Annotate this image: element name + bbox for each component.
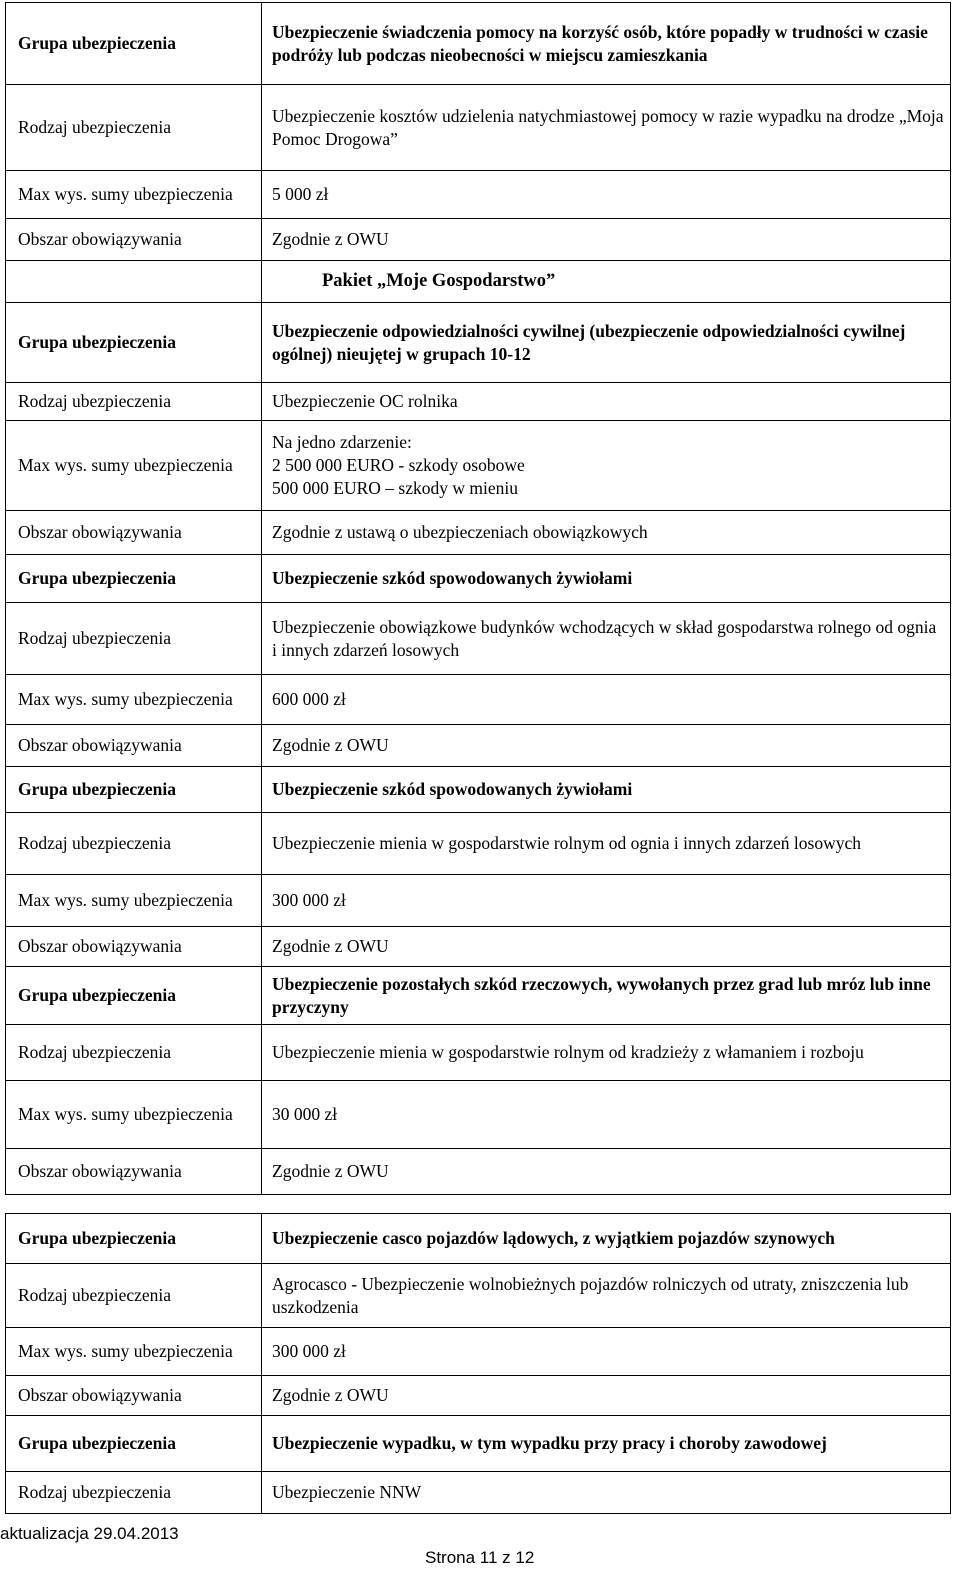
max-line: Na jedno zdarzenie: (272, 432, 412, 452)
value-max: 300 000 zł (262, 1328, 951, 1376)
value-rodzaj: Ubezpieczenie OC rolnika (262, 383, 951, 421)
label-obszar: Obszar obowiązywania (6, 219, 262, 261)
value-max: 300 000 zł (262, 875, 951, 927)
table-row (6, 1472, 951, 1514)
table-row (6, 383, 951, 421)
label-rodzaj: Rodzaj ubezpieczenia (6, 1025, 262, 1081)
value-grupa: Ubezpieczenie pozostałych szkód rzeczowych, wywołanych przez grad lub mróz lub inne przyczyny (262, 967, 951, 1025)
table-row (6, 3, 951, 85)
table-row (6, 927, 951, 967)
value-rodzaj: Ubezpieczenie mienia w gospodarstwie rolnym od kradzieży z włamaniem i rozboju (262, 1025, 951, 1081)
table-row (6, 875, 951, 927)
value-max: 30 000 zł (262, 1081, 951, 1149)
value-rodzaj: Ubezpieczenie kosztów udzielenia natychmiastowej pomocy w razie wypadku na drodze „Moja Pomoc Drogowa” (262, 85, 951, 171)
table-row (6, 725, 951, 767)
value-max (262, 421, 951, 511)
value-obszar: Zgodnie z OWU (262, 1376, 951, 1416)
table-row (6, 85, 951, 171)
table-row (6, 303, 951, 383)
value-max: 5 000 zł (262, 171, 951, 219)
label-obszar: Obszar obowiązywania (6, 1149, 262, 1195)
value-obszar: Zgodnie z OWU (262, 219, 951, 261)
label-max: Max wys. sumy ubezpieczenia (6, 1328, 262, 1376)
value-grupa: Ubezpieczenie świadczenia pomocy na korzyść osób, które popadły w trudności w czasie podróży lub podczas nieobecności w miejscu zamieszkania (262, 3, 951, 85)
label-obszar: Obszar obowiązywania (6, 927, 262, 967)
label-rodzaj: Rodzaj ubezpieczenia (6, 1472, 262, 1514)
label-rodzaj: Rodzaj ubezpieczenia (6, 85, 262, 171)
table-row (6, 1264, 951, 1328)
table-row (6, 219, 951, 261)
table-row (6, 1214, 951, 1264)
label-rodzaj: Rodzaj ubezpieczenia (6, 603, 262, 675)
label-grupa: Grupa ubezpieczenia (6, 1214, 262, 1264)
table-gap (6, 1195, 951, 1214)
table-row (6, 1025, 951, 1081)
table-row (6, 1376, 951, 1416)
label-grupa: Grupa ubezpieczenia (6, 1416, 262, 1472)
label-rodzaj: Rodzaj ubezpieczenia (6, 1264, 262, 1328)
footer-page-number: Strona 11 z 12 (425, 1548, 535, 1567)
table-row (6, 511, 951, 555)
value-grupa: Ubezpieczenie szkód spowodowanych żywiołami (262, 767, 951, 813)
label-grupa: Grupa ubezpieczenia (6, 555, 262, 603)
table-row (6, 675, 951, 725)
label-rodzaj: Rodzaj ubezpieczenia (6, 813, 262, 875)
table-row (6, 1328, 951, 1376)
label-max: Max wys. sumy ubezpieczenia (6, 675, 262, 725)
value-grupa: Ubezpieczenie szkód spowodowanych żywiołami (262, 555, 951, 603)
table-row (6, 767, 951, 813)
label-max: Max wys. sumy ubezpieczenia (6, 1081, 262, 1149)
value-max: 600 000 zł (262, 675, 951, 725)
table-row (6, 813, 951, 875)
value-rodzaj: Ubezpieczenie obowiązkowe budynków wchodzących w skład gospodarstwa rolnego od ognia i innych zdarzeń losowych (262, 603, 951, 675)
table-row (6, 603, 951, 675)
value-rodzaj: Ubezpieczenie mienia w gospodarstwie rolnym od ognia i innych zdarzeń losowych (262, 813, 951, 875)
max-line: 500 000 EURO – szkody w mieniu (272, 478, 518, 498)
label-obszar: Obszar obowiązywania (6, 725, 262, 767)
package-title: Pakiet „Moje Gospodarstwo” (262, 261, 951, 303)
table-row (6, 1416, 951, 1472)
label-max: Max wys. sumy ubezpieczenia (6, 875, 262, 927)
table-row (6, 171, 951, 219)
value-obszar: Zgodnie z OWU (262, 725, 951, 767)
label-max: Max wys. sumy ubezpieczenia (6, 421, 262, 511)
table-row (6, 1081, 951, 1149)
table-row (6, 1149, 951, 1195)
label-grupa: Grupa ubezpieczenia (6, 3, 262, 85)
label-grupa: Grupa ubezpieczenia (6, 767, 262, 813)
label-obszar: Obszar obowiązywania (6, 1376, 262, 1416)
value-obszar: Zgodnie z OWU (262, 927, 951, 967)
table-row (6, 421, 951, 511)
value-grupa: Ubezpieczenie wypadku, w tym wypadku przy pracy i choroby zawodowej (262, 1416, 951, 1472)
table-row (6, 555, 951, 603)
value-rodzaj: Ubezpieczenie NNW (262, 1472, 951, 1514)
label-rodzaj: Rodzaj ubezpieczenia (6, 383, 262, 421)
footer-update-date: aktualizacja 29.04.2013 (0, 1524, 179, 1543)
label-grupa: Grupa ubezpieczenia (6, 967, 262, 1025)
value-obszar: Zgodnie z ustawą o ubezpieczeniach obowiązkowych (262, 511, 951, 555)
insurance-table (5, 2, 951, 1514)
table-row (6, 261, 951, 303)
max-line: 2 500 000 EURO - szkody osobowe (272, 455, 525, 475)
value-grupa: Ubezpieczenie casco pojazdów lądowych, z wyjątkiem pojazdów szynowych (262, 1214, 951, 1264)
label-max: Max wys. sumy ubezpieczenia (6, 171, 262, 219)
table-row (6, 967, 951, 1025)
package-spacer (6, 261, 262, 303)
label-grupa: Grupa ubezpieczenia (6, 303, 262, 383)
label-obszar: Obszar obowiązywania (6, 511, 262, 555)
value-grupa: Ubezpieczenie odpowiedzialności cywilnej (ubezpieczenie odpowiedzialności cywilnej ogólnej) nieujętej w grupach 10-12 (262, 303, 951, 383)
value-rodzaj: Agrocasco - Ubezpieczenie wolnobieżnych pojazdów rolniczych od utraty, zniszczenia lub uszkodzenia (262, 1264, 951, 1328)
value-obszar: Zgodnie z OWU (262, 1149, 951, 1195)
